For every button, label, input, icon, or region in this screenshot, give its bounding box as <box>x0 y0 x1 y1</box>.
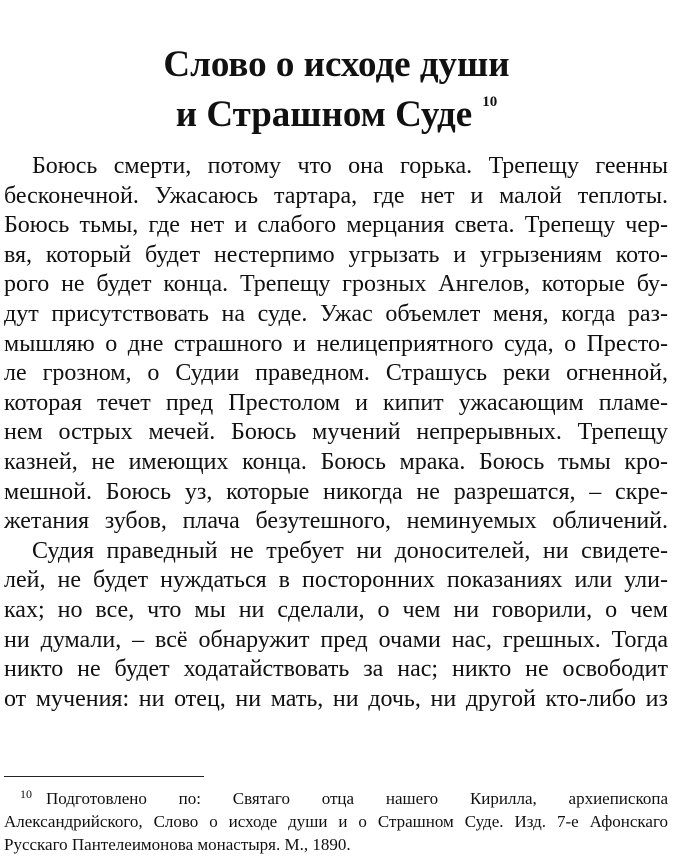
text-line: никто не будет ходатайствовать за нас; никто не освободит <box>4 656 668 683</box>
paragraph-2 <box>4 537 668 715</box>
text-line: мышляю о дне страшного и нелицеприятного суда, о Престо- <box>4 330 668 357</box>
footnote-line-2: Александрийского, Слово о исходе души и о Страшном Суде. Изд. 7-е Афонскаго <box>4 812 668 831</box>
text-line: Судия праведный не требует ни доносителей, ни свидете- <box>32 537 668 564</box>
footnote <box>4 787 668 856</box>
text-line: нем острых мечей. Боюсь мучений непрерывных. Трепещу <box>4 419 668 446</box>
footnote-line-1 <box>4 787 668 810</box>
text-line: которая течет пред Престолом и кипит ужасающим пламе- <box>4 389 668 416</box>
text-line: рого не будет конца. Трепещу грозных Ангелов, которые бу- <box>4 271 668 298</box>
title-line-2 <box>0 90 673 147</box>
text-line: вя, который будет нестерпимо угрызать и угрызениям кото- <box>4 241 668 268</box>
text-line: от мучения: ни отец, ни мать, ни дочь, ни другой кто-либо из <box>4 685 668 712</box>
footnote-divider <box>4 776 204 777</box>
text-line: казней, не имеющих конца. Боюсь мрака. Боюсь тьмы кро- <box>4 448 668 475</box>
footnote-line-3: Русскаго Пантелеимонова монастыря. М., 1890. <box>4 835 351 854</box>
footnote-reference[interactable]: 10 <box>482 94 498 110</box>
text-line: ле грозном, о Судии праведном. Страшусь реки огненной, <box>4 360 668 387</box>
text-line: мешной. Боюсь уз, которые никогда не разрешатся, – скре- <box>4 478 668 505</box>
title-line-2-text: и Страшном Суде <box>175 94 473 135</box>
footnote-number: 10 <box>20 787 32 801</box>
body-text <box>4 152 668 714</box>
text-line: ни думали, – всё обнаружит пред очами нас, грешных. Тогда <box>4 626 668 653</box>
text-line: Боюсь тьмы, где нет и слабого мерцания света. Трепещу чер- <box>4 212 668 239</box>
footnote-text: Подготовлено по: Святаго отца нашего Кирилла, архиепископа <box>46 789 668 808</box>
text-line: лей, не будет нуждаться в посторонних показаниях или ули- <box>4 567 668 594</box>
text-line: бесконечной. Ужасаюсь тартара, где нет и малой теплоты. <box>4 182 668 209</box>
text-line: Боюсь смерти, потому что она горька. Трепещу геенны <box>32 153 668 179</box>
title-line-1: Слово о исходе души <box>163 44 510 85</box>
text-line: ках; но все, что мы ни сделали, о чем ни говорили, о чем <box>4 596 668 623</box>
text-line: жетания зубов, плача безутешного, неминуемых обличений. <box>4 508 668 535</box>
text-line: дут присутствовать на суде. Ужас объемлет меня, когда раз- <box>4 300 668 327</box>
paragraph-1 <box>4 152 668 537</box>
page-title <box>0 40 673 147</box>
